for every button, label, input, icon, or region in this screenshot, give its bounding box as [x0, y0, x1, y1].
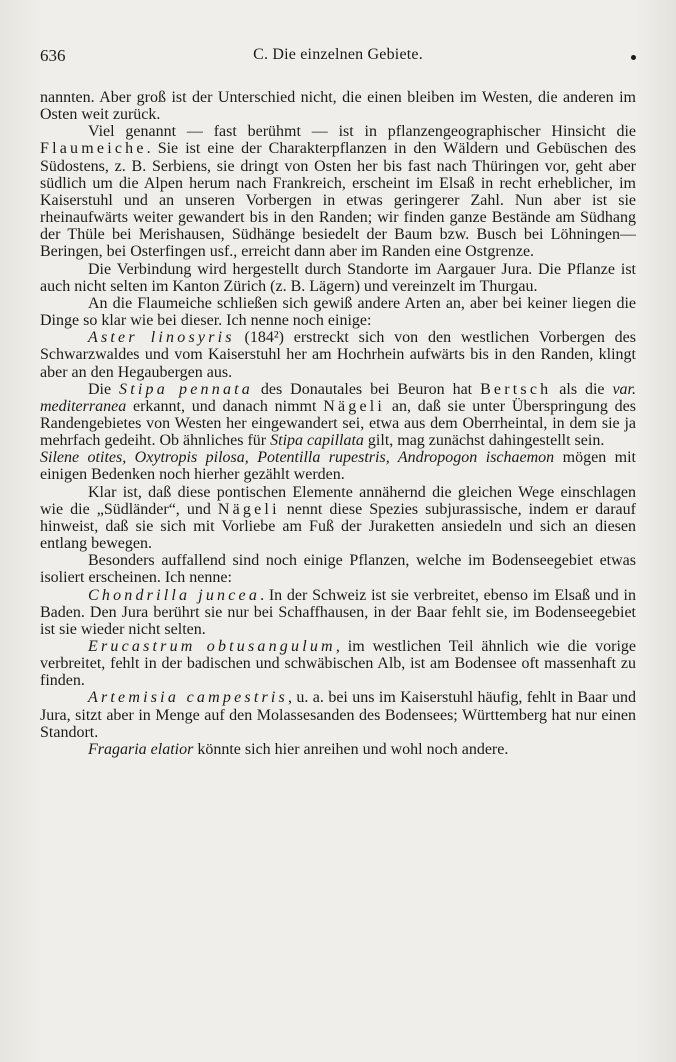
paragraph	[40, 587, 636, 638]
text-run: des Donautales bei Beuron hat	[253, 380, 481, 398]
text-run: nennt diese Spezies subjurassische, indem er darauf hinweist, daß sie sich mit Vorliebe am Fuß der Juraketten ansiedeln und sich an diesen entlang bewegen.	[40, 500, 636, 553]
emphasized-text: var. mediterranea	[40, 380, 637, 415]
paragraph	[40, 295, 636, 329]
text-run: an, daß sie unter Überspringung des Randengebietes von Westen her eingewandert sei, etwa aus dem Oberrheintal, in dem sie ja mehrfach gedeiht. Ob ähnliches für	[40, 397, 637, 450]
text-run: An die Flaumeiche schließen sich gewiß andere Arten an, aber bei keiner liegen die Dinge so klar wie bei dieser. Ich nenne noch einige:	[40, 294, 636, 330]
paragraph	[40, 89, 636, 123]
emphasized-text: Bertsch	[480, 380, 552, 398]
text-run: erkannt, und danach nimmt	[126, 397, 324, 415]
text-run: als die	[551, 380, 613, 398]
text-run: , im westlichen Teil ähnlich wie die vorige verbreitet, fehlt in der badischen und schwäbischen Alb, ist am Bodensee oft massenhaft zu finden.	[40, 638, 636, 690]
emphasized-text: Aster linosyris	[88, 329, 235, 347]
text-run: mögen mit einigen Bedenken noch hierher gezählt werden.	[40, 449, 636, 484]
paragraph	[40, 552, 636, 586]
text-run: . Sie ist eine der Charakterpflanzen in den Wäldern und Gebüschen des Südostens, z. B. Serbiens, sie dringt von Osten her bis fast nach Thüringen vor, geht aber südlich um die Alpen herum nach Frankreich, erscheint im Elsaß in recht erheblicher, im Kaiserstuhl und an unseren Vorbergen in etwas geringerer Zahl. Nun aber ist sie rheinaufwärts weiter gewandert bis in den Randen; wir finden ganze Bestände am Südhang der Thüle bei Merishausen, Südhänge besiedelt der Baum bzw. Busch bei Löhningen—Beringen, bei Osterfingen usf., erreicht dann aber im Randen eine Ostgrenze.	[40, 140, 636, 261]
paragraph	[40, 741, 636, 758]
paragraph	[40, 381, 636, 450]
paragraph	[40, 484, 636, 553]
emphasized-text: Nägeli	[323, 397, 386, 415]
paragraph	[40, 689, 636, 740]
emphasized-text: Chondrilla juncea	[88, 586, 261, 604]
emphasized-text: Fragaria elatior	[88, 740, 194, 758]
body-text	[40, 89, 636, 758]
text-run: Die Verbindung wird hergestellt durch Standorte im Aargauer Jura. Die Pflanze ist auch nicht selten im Kanton Zürich (z. B. Lägern) und vereinzelt im Thurgau.	[40, 260, 636, 295]
paragraph	[40, 123, 636, 260]
paragraph	[40, 638, 636, 689]
text-run: , u. a. bei uns im Kaiserstuhl häufig, fehlt in Baar und Jura, sitzt aber in Menge auf den Molassesanden des Bodensees; Württemberg hat nur einen Standort.	[40, 689, 637, 741]
paragraph	[40, 261, 636, 295]
emphasized-text: Nägeli	[217, 500, 280, 518]
text-run: Klar ist, daß diese pontischen Elemente annähernd die gleichen Wege einschlagen wie die „Südländer“, und	[40, 483, 636, 518]
emphasized-text: Artemisia campestris	[88, 689, 288, 707]
page-number: 636	[40, 46, 66, 65]
text-run: . In der Schweiz ist sie verbreitet, ebenso im Elsaß und in Baden. Den Jura berührt sie nur bei Schaffhausen, in der Baar fehlt sie, im Bodenseegebiet ist sie wieder nicht selten.	[40, 586, 636, 638]
paragraph	[40, 329, 636, 380]
page-header	[40, 46, 636, 70]
emphasized-text: Silene otites, Oxytropis pilosa, Potentilla rupestris, Andropogon ischaemon	[40, 449, 555, 467]
text-run: Die	[88, 380, 120, 398]
emphasized-text: Erucastrum obtusangulum	[88, 638, 336, 655]
text-run: Besonders auffallend sind noch einige Pflanzen, welche im Bodenseegebiet etwas isoliert erscheinen. Ich nenne:	[40, 552, 636, 587]
emphasized-text: Stipa capillata	[270, 432, 364, 450]
text-run: Viel genannt — fast berühmt — ist in pflanzengeographischer Hinsicht die	[88, 123, 636, 141]
text-run: könnte sich hier anreihen und wohl noch andere.	[193, 740, 509, 758]
running-head: C. Die einzelnen Gebiete.	[253, 46, 423, 63]
text-run: (184²) erstreckt sich von den westlichen Vorbergen des Schwarzwaldes und vom Kaiserstuhl her am Hochrhein aufwärts bis in den Randen, klingt aber an den Hegaubergen aus.	[40, 329, 636, 381]
text-run: nannten. Aber groß ist der Unterschied nicht, die einen bleiben im Westen, die anderen im Osten weit zurück.	[40, 89, 636, 124]
paragraph	[40, 449, 636, 483]
text-run: gilt, mag zunächst dahingestellt sein.	[363, 432, 605, 450]
emphasized-text: Flaumeiche	[40, 140, 147, 158]
emphasized-text: Stipa pennata	[119, 380, 253, 398]
ink-dot	[631, 55, 636, 60]
